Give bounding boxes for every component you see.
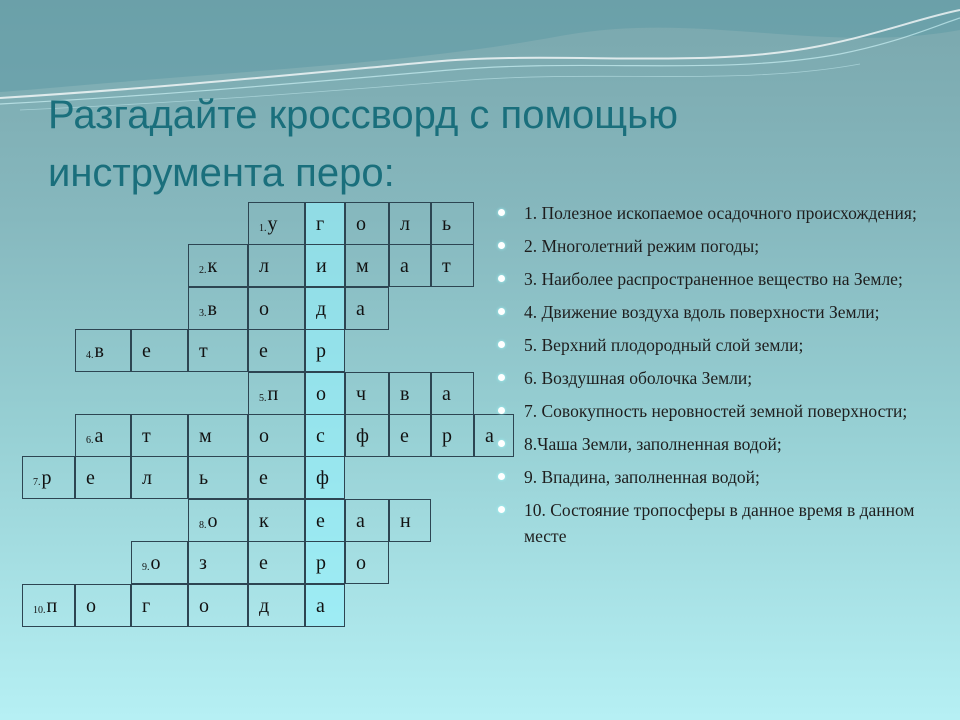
crossword-letter: а xyxy=(442,382,451,405)
crossword-cell[interactable] xyxy=(305,541,345,584)
clue-text: 3. Наиболее распространенное вещество на Земле; xyxy=(524,269,903,289)
crossword-letter: о xyxy=(86,594,96,617)
crossword-cell[interactable] xyxy=(431,414,474,457)
clue-text: 8.Чаша Земли, заполненная водой; xyxy=(524,434,782,454)
clue-item xyxy=(498,431,938,457)
bullet-icon xyxy=(498,473,505,480)
clue-item xyxy=(498,365,938,391)
crossword-letter: о xyxy=(199,594,209,617)
crossword-cell[interactable] xyxy=(248,329,305,372)
crossword-cell[interactable] xyxy=(248,414,305,457)
crossword-cell[interactable] xyxy=(305,499,345,542)
crossword-letter: е xyxy=(316,509,325,532)
clue-item xyxy=(498,398,938,424)
crossword-cell[interactable] xyxy=(305,414,345,457)
crossword-cell[interactable] xyxy=(248,244,305,287)
crossword-letter: в xyxy=(207,297,217,320)
crossword-cell[interactable] xyxy=(305,202,345,245)
crossword-cell[interactable] xyxy=(389,372,431,415)
crossword-cell[interactable] xyxy=(431,202,474,245)
crossword-letter: ь xyxy=(442,213,452,235)
crossword-letter: а xyxy=(356,509,365,532)
crossword-cell[interactable] xyxy=(131,456,188,499)
crossword-letter: л xyxy=(259,255,269,278)
crossword-letter: л xyxy=(400,213,410,235)
crossword-cell[interactable] xyxy=(248,287,305,330)
clue-number: 10. xyxy=(33,604,46,616)
clue-number: 9. xyxy=(142,562,150,574)
crossword-letter: д xyxy=(259,594,270,617)
crossword-letter: р xyxy=(41,467,52,490)
crossword-cell[interactable] xyxy=(131,584,188,627)
crossword-letter: с xyxy=(316,425,325,447)
crossword-cell[interactable] xyxy=(248,541,305,584)
crossword-letter: о xyxy=(356,552,366,575)
clue-item xyxy=(498,299,938,325)
crossword-letter: м xyxy=(356,255,369,278)
bullet-icon xyxy=(498,308,505,315)
crossword-cell[interactable] xyxy=(345,244,389,287)
crossword-cell[interactable] xyxy=(389,499,431,542)
crossword-cell[interactable] xyxy=(305,287,345,330)
crossword-cell[interactable] xyxy=(345,372,389,415)
clue-item xyxy=(498,464,938,490)
crossword-cell[interactable] xyxy=(188,499,248,542)
bullet-icon xyxy=(498,506,505,513)
crossword-letter: п xyxy=(46,594,58,617)
crossword-cell[interactable] xyxy=(188,414,248,457)
crossword-cell[interactable] xyxy=(131,414,188,457)
crossword-letter: к xyxy=(259,509,269,532)
crossword-cell[interactable] xyxy=(188,329,248,372)
crossword-letter: д xyxy=(316,297,327,320)
crossword-letter: т xyxy=(442,255,451,278)
clue-text: 1. Полезное ископаемое осадочного происхождения; xyxy=(524,203,917,223)
crossword-cell[interactable] xyxy=(345,499,389,542)
crossword-letter: т xyxy=(142,425,151,447)
bullet-icon xyxy=(498,407,505,414)
crossword-letter: р xyxy=(442,425,452,447)
bullet-icon xyxy=(498,374,505,381)
crossword-cell[interactable] xyxy=(188,584,248,627)
crossword-letter: е xyxy=(86,467,95,490)
clue-number: 1. xyxy=(259,223,267,234)
crossword-letter: а xyxy=(485,425,494,447)
crossword-letter: в xyxy=(400,382,410,405)
crossword-letter: г xyxy=(142,594,151,617)
clue-item xyxy=(498,200,938,226)
crossword-letter: е xyxy=(259,552,268,575)
crossword-letter: о xyxy=(259,425,269,447)
bullet-icon xyxy=(498,209,505,216)
crossword-letter: в xyxy=(94,340,104,363)
crossword-letter: а xyxy=(94,425,104,447)
crossword-cell[interactable] xyxy=(188,287,248,330)
clue-text: 9. Впадина, заполненная водой; xyxy=(524,467,760,487)
crossword-cell[interactable] xyxy=(248,372,305,415)
clue-text: 2. Многолетний режим погоды; xyxy=(524,236,760,256)
crossword-cell[interactable] xyxy=(75,414,131,457)
clue-text: 6. Воздушная оболочка Земли; xyxy=(524,368,753,388)
crossword-letter: г xyxy=(316,213,325,235)
clues-list xyxy=(498,200,938,556)
crossword-cell[interactable] xyxy=(345,287,389,330)
crossword-letter: ь xyxy=(199,467,209,490)
crossword-cell[interactable] xyxy=(345,541,389,584)
crossword-cell[interactable] xyxy=(431,244,474,287)
crossword-cell[interactable] xyxy=(248,499,305,542)
crossword-letter: и xyxy=(316,255,327,278)
crossword-letter: н xyxy=(400,509,411,532)
crossword-letter: е xyxy=(400,425,409,447)
crossword-letter: ф xyxy=(316,467,329,490)
crossword-cell[interactable] xyxy=(248,456,305,499)
crossword-letter: е xyxy=(259,340,268,363)
clue-number: 3. xyxy=(199,307,207,319)
clue-item xyxy=(498,266,938,292)
crossword-cell[interactable] xyxy=(188,244,248,287)
crossword-letter: п xyxy=(267,382,279,405)
crossword-cell[interactable] xyxy=(75,584,131,627)
slide-title: Разгадайте кроссворд с помощью инструмента перо: xyxy=(48,93,678,195)
clue-number: 7. xyxy=(33,477,41,489)
crossword-letter: а xyxy=(316,594,325,617)
clue-number: 4. xyxy=(86,350,94,362)
clue-item xyxy=(498,332,938,358)
crossword-cell[interactable] xyxy=(305,244,345,287)
crossword-cell[interactable] xyxy=(22,584,75,627)
crossword-letter: з xyxy=(199,552,207,575)
crossword-cell[interactable] xyxy=(431,372,474,415)
bullet-icon xyxy=(498,275,505,282)
clue-text: 7. Совокупность неровностей земной поверхности; xyxy=(524,401,908,421)
crossword-letter: л xyxy=(142,467,152,490)
crossword-letter: е xyxy=(259,467,268,490)
crossword-cell[interactable] xyxy=(345,414,389,457)
crossword-letter: р xyxy=(316,552,326,575)
crossword-cell[interactable] xyxy=(389,414,431,457)
crossword-letter: о xyxy=(356,213,366,235)
crossword-cell[interactable] xyxy=(345,202,389,245)
crossword-cell[interactable] xyxy=(188,456,248,499)
crossword-cell[interactable] xyxy=(248,584,305,627)
crossword-letter: ч xyxy=(356,382,367,405)
clue-text: 10. Состояние тропосферы в данное время в данном месте xyxy=(524,500,915,546)
clue-number: 6. xyxy=(86,435,94,446)
clue-number: 8. xyxy=(199,519,207,531)
crossword-cell[interactable] xyxy=(75,329,131,372)
crossword-letter: е xyxy=(142,340,151,363)
clue-text: 4. Движение воздуха вдоль поверхности Земли; xyxy=(524,302,880,322)
crossword-cell[interactable] xyxy=(305,372,345,415)
crossword-cell[interactable] xyxy=(248,202,305,245)
clue-number: 2. xyxy=(199,265,207,277)
bullet-icon xyxy=(498,341,505,348)
crossword-cell[interactable] xyxy=(389,202,431,245)
clue-number: 5. xyxy=(259,392,267,404)
crossword-letter: т xyxy=(199,340,208,363)
bullet-icon xyxy=(498,440,505,447)
crossword-cell[interactable] xyxy=(188,541,248,584)
crossword-letter: м xyxy=(199,425,212,447)
crossword-letter: ф xyxy=(356,425,369,447)
crossword-cell[interactable] xyxy=(305,456,345,499)
clue-text: 5. Верхний плодородный слой земли; xyxy=(524,335,804,355)
crossword-letter: р xyxy=(316,340,326,363)
crossword-letter: о xyxy=(316,382,326,405)
crossword-letter: у xyxy=(267,213,278,235)
crossword-letter: к xyxy=(207,255,218,278)
bullet-icon xyxy=(498,242,505,249)
clue-item xyxy=(498,233,938,259)
crossword-cell[interactable] xyxy=(22,456,75,499)
crossword-cell[interactable] xyxy=(131,329,188,372)
crossword-cell[interactable] xyxy=(389,244,431,287)
crossword-letter: о xyxy=(259,297,269,320)
crossword-cell[interactable] xyxy=(305,329,345,372)
clue-item xyxy=(498,497,938,549)
crossword-letter: о xyxy=(150,552,161,575)
crossword-cell[interactable] xyxy=(131,541,188,584)
crossword-cell[interactable] xyxy=(75,456,131,499)
crossword-letter: а xyxy=(356,297,365,320)
crossword-letter: о xyxy=(207,509,218,532)
crossword-letter: а xyxy=(400,255,409,278)
crossword-cell[interactable] xyxy=(305,584,345,627)
